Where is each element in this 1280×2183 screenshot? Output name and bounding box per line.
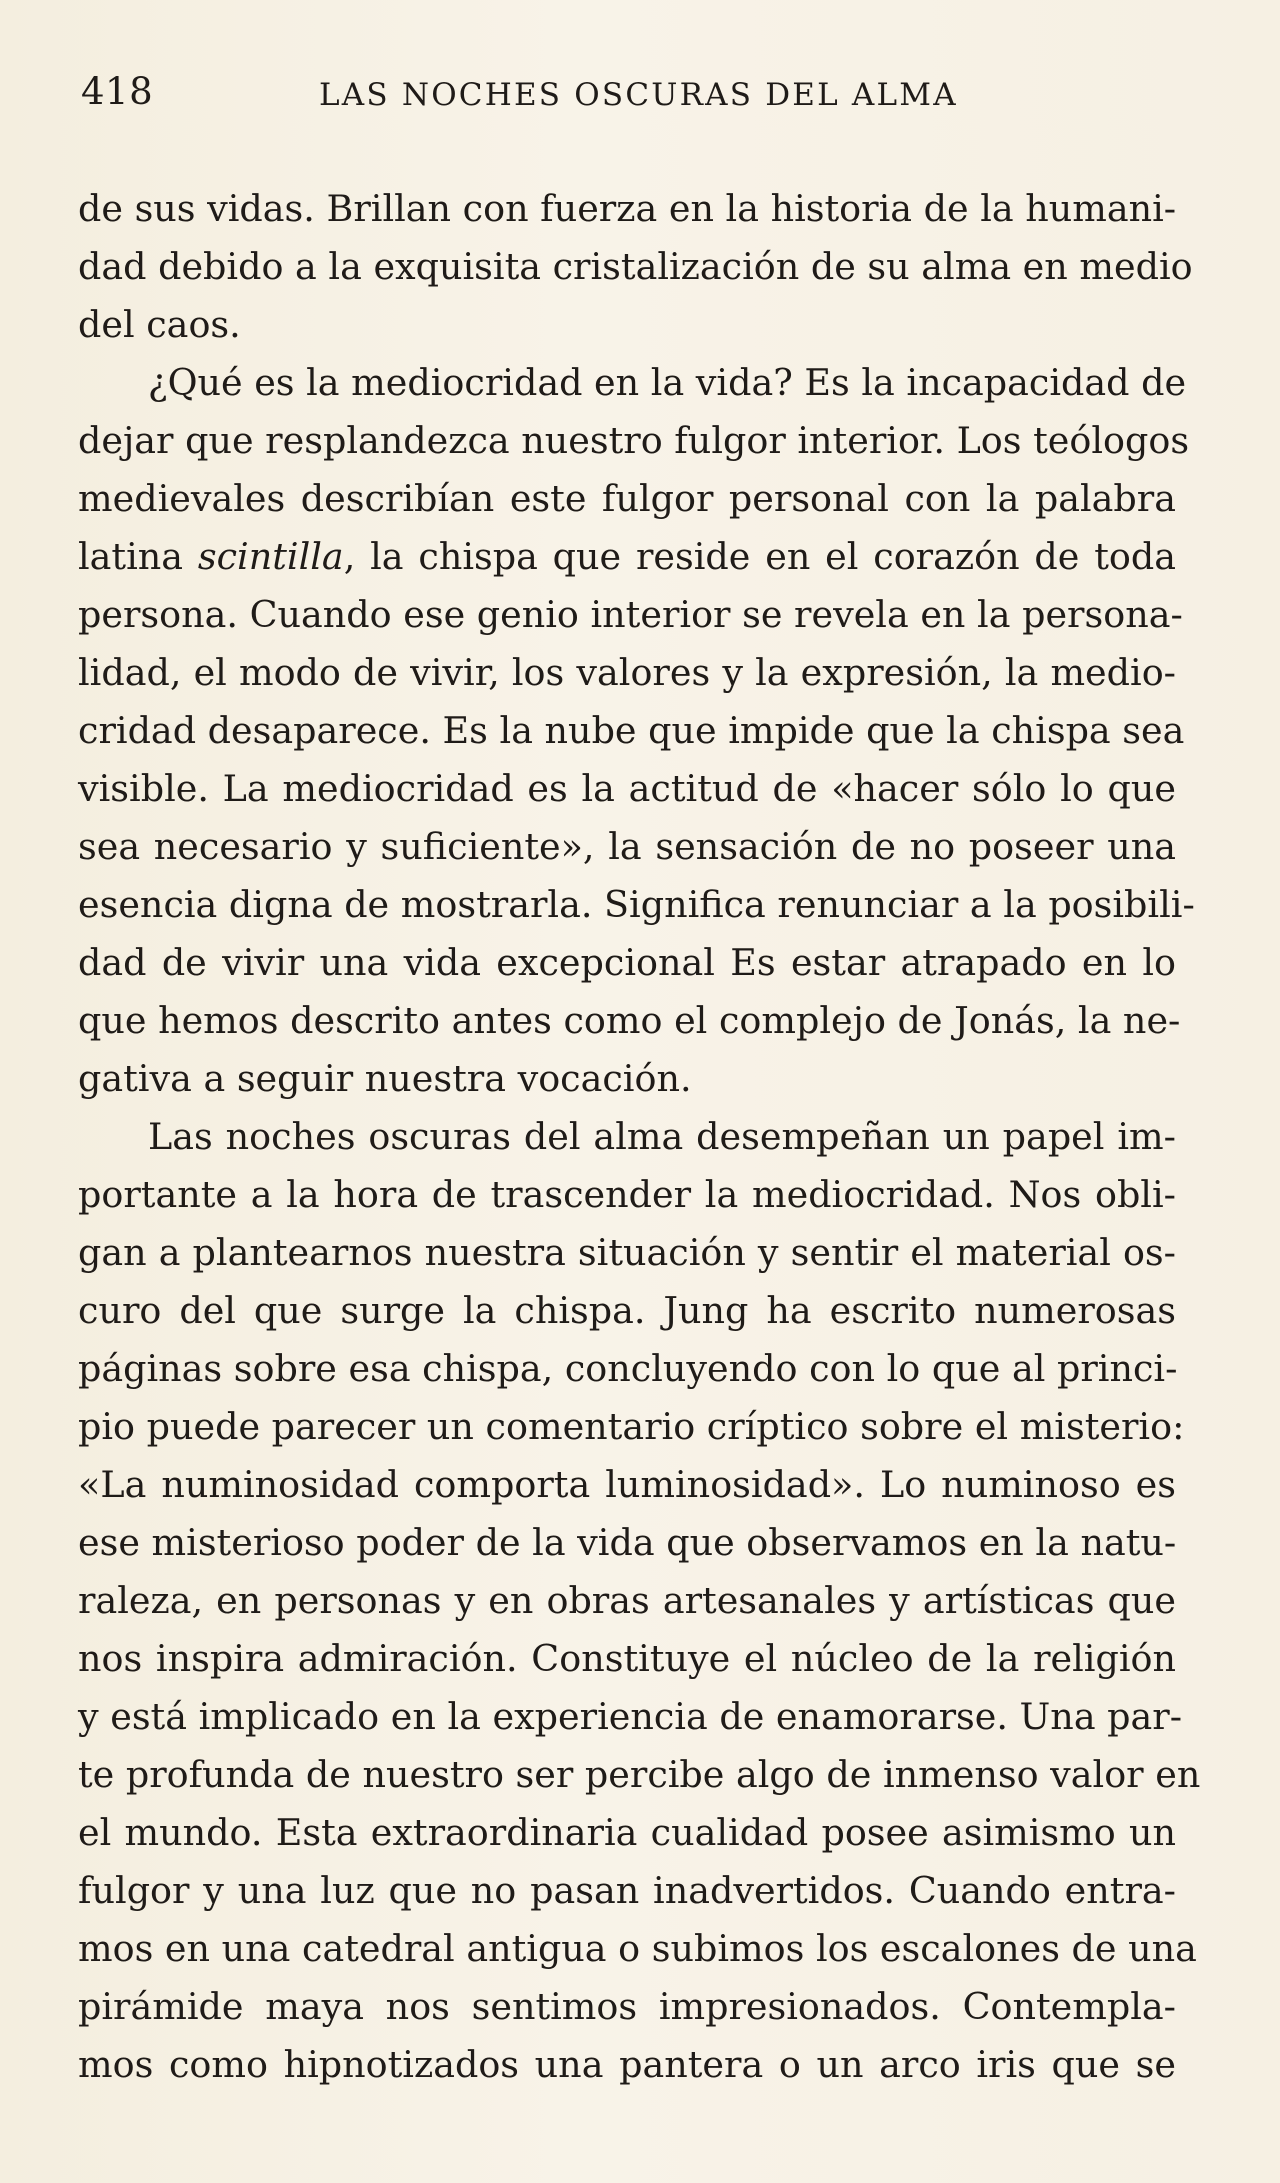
text-line: del caos. — [78, 303, 241, 346]
text-line: curo del que surge la chispa. Jung ha escrito numerosas — [78, 1289, 1176, 1332]
text-line: nos inspira admiración. Constituye el núcleo de la religión — [78, 1637, 1176, 1680]
text-line: mos como hipnotizados una pantera o un arco iris que se — [78, 2043, 1176, 2086]
text-line: el mundo. Esta extraordinaria cualidad posee asimismo un — [78, 1811, 1176, 1854]
text-line: portante a la hora de trascender la mediocridad. Nos obli- — [78, 1173, 1176, 1216]
text-line: lidad, el modo de vivir, los valores y la expresión, la medio- — [78, 651, 1176, 694]
italic-term: scintilla — [197, 535, 344, 578]
text-line: Las noches oscuras del alma desempeñan un papel im- — [148, 1115, 1176, 1158]
text-line: ese misterioso poder de la vida que observamos en la natu- — [78, 1521, 1177, 1564]
text-line: dad debido a la exquisita cristalización de su alma en medio — [78, 245, 1193, 288]
body-text — [78, 180, 1201, 2094]
text-line: dad de vivir una vida excepcional Es estar atrapado en lo — [78, 941, 1176, 984]
text-line: gativa a seguir nuestra vocación. — [78, 1057, 692, 1100]
text-line: pio puede parecer un comentario críptico sobre el misterio: — [78, 1405, 1185, 1448]
text-line: fulgor y una luz que no pasan inadvertidos. Cuando entra- — [78, 1869, 1176, 1912]
text-segment: latina — [78, 535, 198, 578]
text-line: persona. Cuando ese genio interior se revela en la persona- — [78, 593, 1183, 636]
text-line: esencia digna de mostrarla. Significa renunciar a la posibili- — [78, 883, 1195, 926]
text-line: visible. La mediocridad es la actitud de «hacer sólo lo que — [78, 767, 1176, 810]
text-line: raleza, en personas y en obras artesanales y artísticas que — [78, 1579, 1176, 1622]
text-segment: , la chispa que reside en el corazón de toda — [343, 535, 1176, 578]
running-head — [81, 70, 1171, 120]
text-line: ¿Qué es la mediocridad en la vida? Es la incapacidad de — [148, 361, 1187, 404]
text-line: de sus vidas. Brillan con fuerza en la historia de la humani- — [78, 187, 1177, 230]
text-line: sea necesario y suficiente», la sensación de no poseer una — [78, 825, 1176, 868]
text-line: mos en una catedral antigua o subimos los escalones de una — [78, 1927, 1197, 1970]
text-line: medievales describían este fulgor personal con la palabra — [78, 477, 1176, 520]
text-line: y está implicado en la experiencia de enamorarse. Una par- — [78, 1695, 1183, 1738]
text-line: cridad desaparece. Es la nube que impide que la chispa sea — [78, 709, 1185, 752]
text-line: dejar que resplandezca nuestro fulgor interior. Los teólogos — [78, 419, 1190, 462]
text-line: que hemos descrito antes como el complejo de Jonás, la ne- — [78, 999, 1181, 1042]
text-line-with-italic — [78, 528, 1176, 586]
running-title: LAS NOCHES OSCURAS DEL ALMA — [319, 77, 958, 113]
text-line: te profunda de nuestro ser percibe algo de inmenso valor en — [78, 1753, 1201, 1796]
text-line: pirámide maya nos sentimos impresionados. Contempla- — [78, 1985, 1176, 2028]
page-number: 418 — [81, 70, 154, 113]
text-line: «La numinosidad comporta luminosidad». Lo numinoso es — [78, 1463, 1176, 1506]
text-line: páginas sobre esa chispa, concluyendo con lo que al princi- — [78, 1347, 1178, 1390]
text-line: gan a plantearnos nuestra situación y sentir el material os- — [78, 1231, 1176, 1274]
